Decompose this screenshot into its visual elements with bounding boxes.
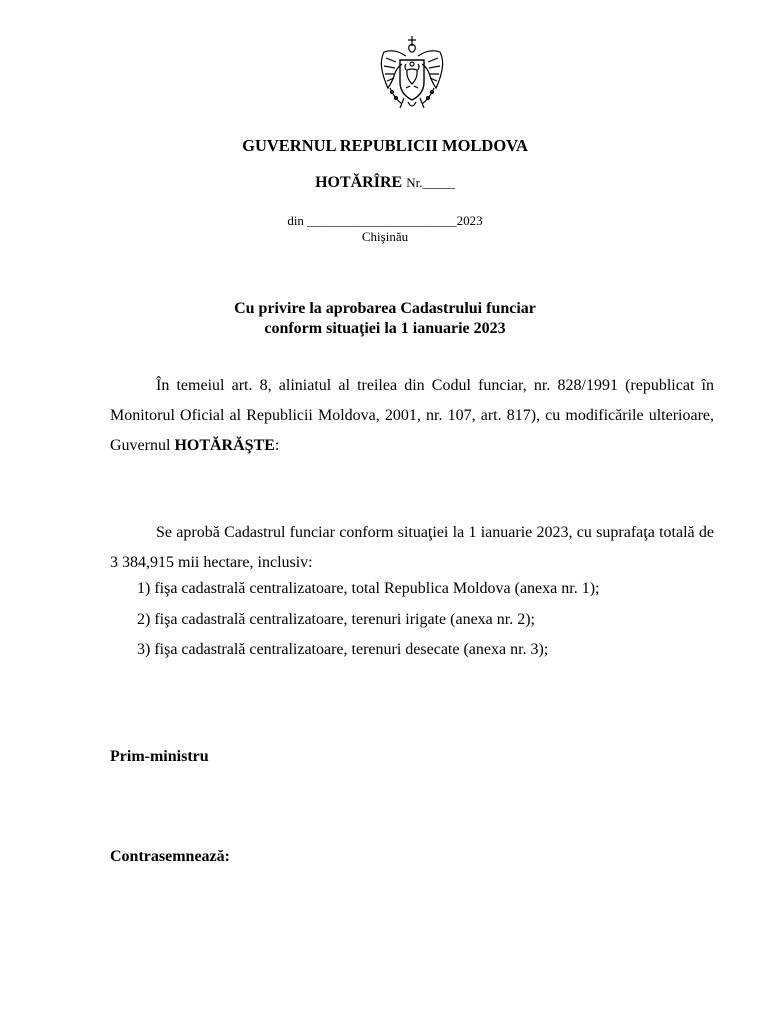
title-line-1: Cu privire la aprobarea Cadastrului funciar [234,300,536,317]
decision-label: HOTĂRÎRE [315,174,403,191]
government-heading: GUVERNUL REPUBLICII MOLDOVA [242,136,528,155]
preamble-text: În temeiul art. 8, aliniatul al treilea din Codul funciar, nr. 828/1991 (republicat în Monitorul Oficial al Republicii Moldova, 2001, nr. 107, art. 817), cu modificările ulterioare, Guvernul [110,377,714,454]
preamble-colon: : [274,437,280,454]
document-title [0,299,770,339]
decision-number-field: Nr._____ [406,175,455,190]
approval-paragraph [110,518,714,578]
city-name: Chişinău [361,229,409,244]
decides-keyword: HOTĂRĂŞTE [174,437,275,454]
title-line-2: conform situaţiei la 1 ianuarie 2023 [264,320,506,337]
preamble-paragraph [110,371,714,461]
list-item: 1) fişa cadastrală centralizatoare, total Republica Moldova (anexa nr. 1); [137,580,600,597]
prime-minister-signature-label: Prim-ministru [110,748,209,765]
list-item: 3) fişa cadastrală centralizatoare, terenuri desecate (anexa nr. 3); [137,641,549,658]
decision-heading [0,174,770,192]
countersign-label: Contrasemnează: [110,848,230,865]
coat-of-arms-icon [376,34,448,114]
list-item: 2) fişa cadastrală centralizatoare, terenuri irigate (anexa nr. 2); [137,611,535,628]
approval-text: Se aprobă Cadastrul funciar conform situaţiei la 1 ianuarie 2023, cu suprafaţa totală de 3 384,915 mii hectare, inclusiv: [110,524,714,571]
date-line: din _______________________2023 [287,213,483,228]
